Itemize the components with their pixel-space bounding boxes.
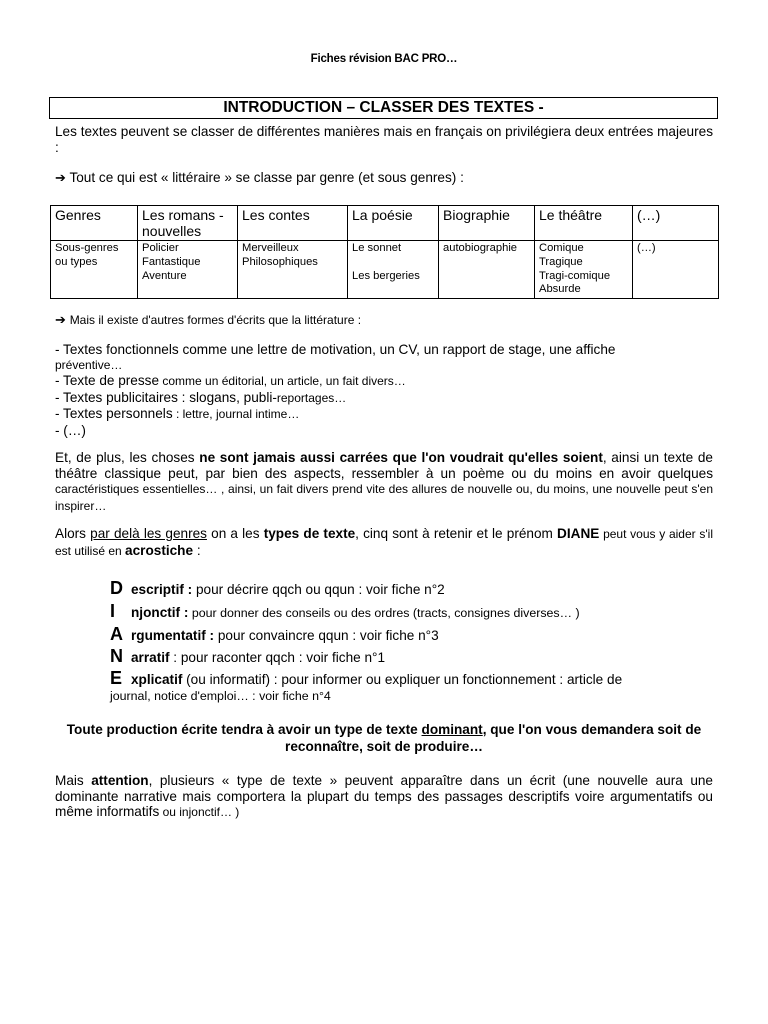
text-run: on a les [206, 526, 264, 541]
list-item [55, 406, 713, 423]
arrow-right-icon: ➔ [55, 170, 66, 185]
cell-line: Philosophiques [242, 255, 318, 268]
text-run: ou injonctif… ) [159, 805, 240, 819]
cell-line: Tragi-comique [539, 269, 611, 282]
other-forms-text: Mais il existe d'autres formes d'écrits que la littérature : [69, 313, 362, 327]
type-description: pour convaincre qqun : voir fiche n°3 [214, 628, 439, 643]
list-item-detail: comme un éditorial, un article, un fait divers… [159, 374, 406, 388]
table-header-cell: Les contes [238, 206, 348, 241]
type-description-continued: journal, notice d'emploi… : voir fiche n°4 [110, 689, 331, 703]
acrostic-letter: E [110, 668, 123, 688]
genres-table [50, 205, 719, 299]
types-paragraph [55, 526, 713, 559]
table-cell [535, 241, 633, 299]
text-forms-list [55, 342, 713, 438]
table-cell [238, 241, 348, 299]
final-paragraph [55, 773, 713, 821]
type-description: : pour raconter qqch : voir fiche n°1 [169, 650, 386, 665]
cell-line: Absurde [539, 283, 581, 296]
cell-line: Tragique [539, 255, 583, 268]
list-item-detail: reportages… [276, 390, 347, 405]
type-description: pour donner des conseils ou des ordres (tracts, consignes diverses… ) [188, 606, 580, 620]
acrostic-letter: D [110, 578, 123, 598]
list-item-text: - Texte de presse [55, 373, 160, 388]
underline-run: par delà les genres [90, 526, 207, 541]
text-run: Mais [55, 773, 92, 788]
diane-item-i [110, 603, 720, 621]
table-header-cell: (…) [633, 206, 719, 241]
table-cell [138, 241, 238, 299]
page-title: INTRODUCTION – CLASSER DES TEXTES - [49, 97, 718, 119]
list-item-text: - (…) [55, 422, 86, 438]
diane-item-e [110, 670, 720, 704]
diane-item-a [110, 626, 720, 644]
arrow-right-icon: ➔ [55, 312, 66, 327]
text-run: , cinq sont à retenir et le prénom [355, 526, 558, 541]
acrostic-letter: I [110, 601, 116, 621]
cell-spacer [352, 256, 434, 270]
type-word: xplicatif [131, 672, 183, 687]
text-run: caractéristiques essentielles… , ainsi, un fait divers prend vite des allures de nouvelle ou, du moins, une nouvelle peut s'en inspirer… [55, 482, 713, 513]
table-header-cell: La poésie [348, 206, 439, 241]
cell-line: (…) [637, 242, 656, 254]
table-header-cell: Les romans - nouvelles [138, 206, 238, 241]
bold-run: ne sont jamais aussi carrées que l'on voudrait qu'elles soient [199, 450, 603, 465]
text-run: Alors [55, 526, 91, 541]
cell-line: Le sonnet [352, 242, 402, 254]
list-item [55, 373, 713, 390]
table-header-cell: Biographie [439, 206, 535, 241]
underline-run: dominant [421, 722, 483, 737]
cell-line: Merveilleux [242, 242, 299, 254]
acrostic-letter: N [110, 646, 123, 666]
text-run: , plusieurs « type de texte » peuvent apparaître dans un écrit (une nouvelle aura une dominante narrative mais comportera la plupart du temps des passages descriptifs voire argumentatifs ou même informatifs [55, 773, 713, 819]
cell-line: Policier [142, 242, 179, 254]
diane-item-d [110, 580, 720, 598]
text-run: Toute production écrite tendra à avoir un type de texte [66, 722, 422, 737]
intro-paragraph: Les textes peuvent se classer de différentes manières mais en français on privilégiera deux entrées majeures : [55, 124, 713, 155]
page-header: Fiches révision BAC PRO… [310, 53, 458, 65]
list-item-detail: : lettre, journal intime… [172, 407, 300, 421]
type-word: escriptif : [131, 582, 193, 597]
cell-line: autobiographie [443, 242, 518, 254]
type-word: arratif [131, 650, 170, 665]
table-row-label: Sous-genres ou types [51, 241, 138, 299]
type-description: pour décrire qqch ou qqun : voir fiche n°2 [192, 582, 445, 597]
type-word: njonctif : [131, 605, 189, 620]
list-item-text: - Textes fonctionnels comme une lettre de motivation, un CV, un rapport de stage, une affiche [55, 342, 616, 357]
cell-line: Les bergeries [352, 269, 420, 282]
list-item [55, 342, 713, 373]
list-item-text: - Textes publicitaires : slogans, publi- [55, 389, 277, 405]
table-row [51, 241, 719, 299]
nuance-paragraph [55, 450, 713, 514]
literary-line [55, 170, 713, 186]
cell-line: Fantastique [142, 255, 201, 268]
table-header-cell: Le théâtre [535, 206, 633, 241]
bold-run: attention [91, 773, 149, 788]
diane-item-n [110, 648, 720, 666]
other-forms-line [55, 312, 713, 329]
literary-text: Tout ce qui est « littéraire » se classe par genre (et sous genres) : [69, 170, 464, 185]
list-item [55, 423, 713, 439]
table-header-cell: Genres [51, 206, 138, 241]
type-word: rgumentatif : [131, 628, 215, 643]
list-item [55, 390, 713, 407]
bold-run: DIANE [557, 526, 600, 541]
conclusion-block [55, 721, 713, 755]
bold-run: acrostiche [125, 542, 194, 558]
cell-line: Comique [539, 242, 584, 254]
bold-run: types de texte [263, 526, 356, 541]
cell-line: Aventure [142, 269, 187, 282]
text-run: : [193, 542, 201, 558]
table-header-row [51, 206, 719, 241]
table-cell [348, 241, 439, 299]
list-item-text: - Textes personnels [55, 406, 173, 421]
table-cell [633, 241, 719, 299]
text-run: , que l'on vous demandera soit de reconnaître, soit de produire… [285, 722, 702, 754]
acrostic-letter: A [110, 624, 123, 644]
text-run: , ainsi un texte de théâtre classique peut, par bien des aspects, ressembler à un poème ou du moins en avoir quelques [55, 450, 713, 481]
text-run: peut vous y aider s'il est utilisé en [55, 527, 713, 558]
table-cell [439, 241, 535, 299]
type-description: (ou informatif) : pour informer ou expliquer un fonctionnement : article de [182, 672, 623, 687]
list-item-detail: préventive… [55, 357, 123, 372]
text-run: Et, de plus, les choses [55, 450, 200, 465]
